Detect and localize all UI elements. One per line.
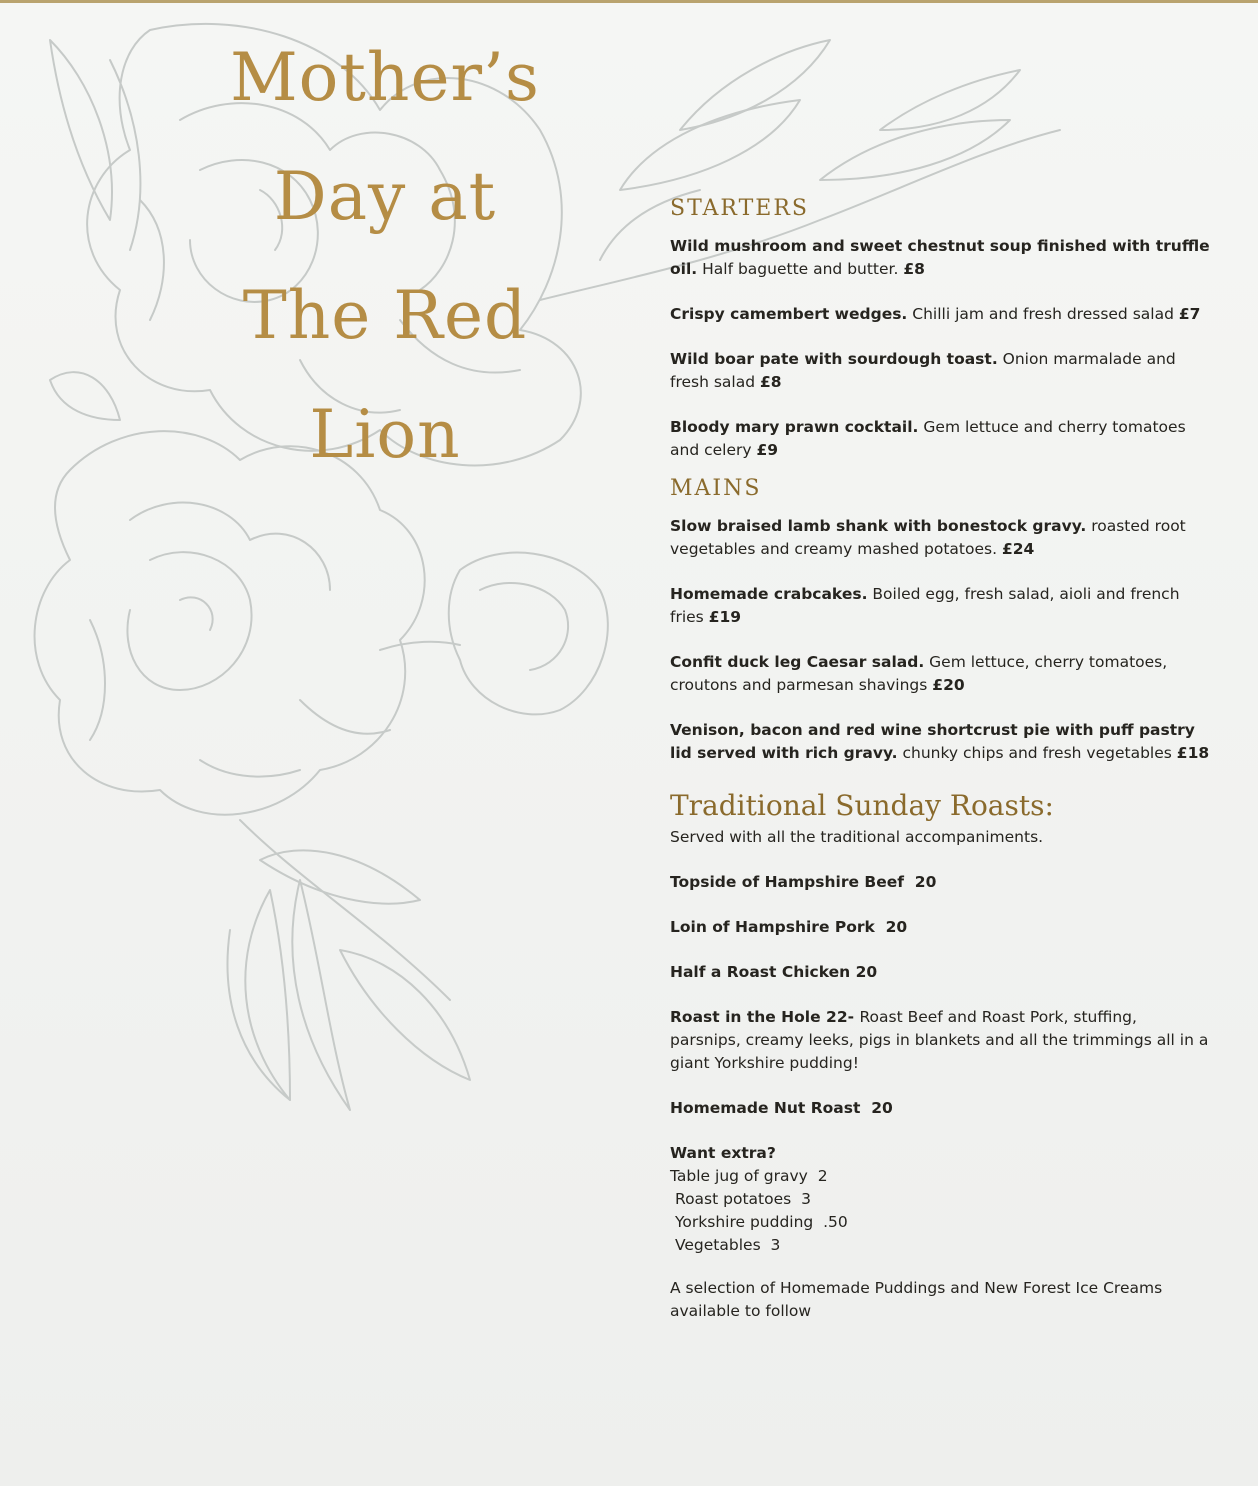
item-desc: Gem lettuce and cherry tomatoes and celery [670, 418, 1186, 459]
item-price: £8 [903, 260, 925, 278]
main-item [670, 583, 1210, 629]
item-name: Bloody mary prawn cocktail. [670, 418, 919, 436]
item-price: 20 [871, 1099, 893, 1117]
title-line: Mother’s [230, 39, 540, 116]
starter-item [670, 348, 1210, 394]
extra-item [670, 1165, 1210, 1188]
item-price: 3 [801, 1190, 811, 1208]
item-price: £18 [1176, 744, 1210, 762]
title-line: Day at [273, 158, 497, 235]
roasts-subtitle: Served with all the traditional accompaniments. [670, 828, 1044, 846]
starter-item [670, 235, 1210, 281]
item-price: 3 [770, 1236, 781, 1254]
item-name: Venison, bacon and red wine shortcrust pie with puff pastry lid served with rich gravy. [670, 721, 1195, 762]
roast-item [670, 961, 1210, 984]
mains-heading: MAINS [670, 476, 762, 501]
item-price: 20 [914, 873, 937, 891]
item-desc: Chilli jam and fresh dressed salad [912, 305, 1174, 323]
roast-item [670, 1097, 1210, 1120]
starter-item [670, 416, 1210, 462]
extra-item [670, 1211, 1210, 1234]
item-desc: roasted root vegetables and creamy mashed potatoes. [670, 517, 1186, 558]
main-item [670, 719, 1210, 765]
item-name: Homemade Nut Roast [670, 1099, 861, 1117]
extra-item [670, 1234, 1210, 1257]
item-price: .50 [823, 1213, 848, 1231]
item-price: £24 [1001, 540, 1035, 558]
item-price: £20 [932, 676, 965, 694]
starter-item [670, 303, 1210, 326]
item-desc: Onion marmalade and fresh salad [670, 350, 1176, 391]
item-desc: Roast Beef and Roast Pork, stuffing, parsnips, creamy leeks, pigs in blankets and all the trimmings all in a giant Yorkshire pudding! [670, 1008, 1209, 1072]
roast-item [670, 1006, 1210, 1075]
item-name: Wild boar pate with sourdough toast. [670, 350, 998, 368]
lower-leaves-icon [228, 820, 471, 1110]
main-item [670, 515, 1210, 561]
item-desc: chunky chips and fresh vegetables [902, 744, 1172, 762]
extra-item [670, 1188, 1210, 1211]
roast-item [670, 916, 1210, 939]
extras-label: Want extra? [670, 1144, 776, 1162]
item-price: 2 [817, 1167, 828, 1185]
item-name: Homemade crabcakes. [670, 585, 868, 603]
item-price: 20 [855, 963, 878, 981]
item-name: Slow braised lamb shank with bonestock gravy. [670, 517, 1087, 535]
item-name: Wild mushroom and sweet chestnut soup finished with truffle oil. [670, 237, 1210, 278]
item-name: Roast in the Hole [670, 1008, 821, 1026]
item-price: £9 [756, 441, 779, 459]
main-item [670, 651, 1210, 697]
item-name: Yorkshire pudding [675, 1213, 814, 1231]
item-name: Crispy camembert wedges. [670, 305, 908, 323]
puddings-note: A selection of Homemade Puddings and New Forest Ice Creams available to follow [670, 1279, 1163, 1320]
item-desc: Half baguette and butter. [702, 260, 899, 278]
item-name: Half a Roast Chicken [670, 963, 851, 981]
item-name: Confit duck leg Caesar salad. [670, 653, 925, 671]
item-name: Vegetables [675, 1236, 761, 1254]
starters-heading: STARTERS [670, 196, 809, 221]
left-leaves-icon [50, 40, 120, 420]
title-line: Lion [309, 396, 461, 473]
extras-list [670, 1142, 1210, 1257]
item-price: 22- [826, 1008, 855, 1026]
item-price: 20 [885, 918, 908, 936]
item-price: £19 [708, 608, 742, 626]
item-desc: Boiled egg, fresh salad, aioli and french fries [670, 585, 1180, 626]
roasts-heading: Traditional Sunday Roasts: [670, 789, 1054, 822]
item-price: £7 [1178, 305, 1201, 323]
item-name: Roast potatoes [675, 1190, 792, 1208]
item-desc: Gem lettuce, cherry tomatoes, croutons and parmesan shavings [670, 653, 1168, 694]
peony-bud-icon [380, 553, 608, 715]
roast-item [670, 871, 1210, 894]
item-name: Topside of Hampshire Beef [670, 873, 904, 891]
title-line: The Red [242, 277, 528, 354]
item-name: Loin of Hampshire Pork [670, 918, 875, 936]
page-title [150, 18, 620, 494]
item-price: £8 [760, 373, 782, 391]
menu-column [670, 196, 1210, 1323]
item-name: Table jug of gravy [670, 1167, 808, 1185]
